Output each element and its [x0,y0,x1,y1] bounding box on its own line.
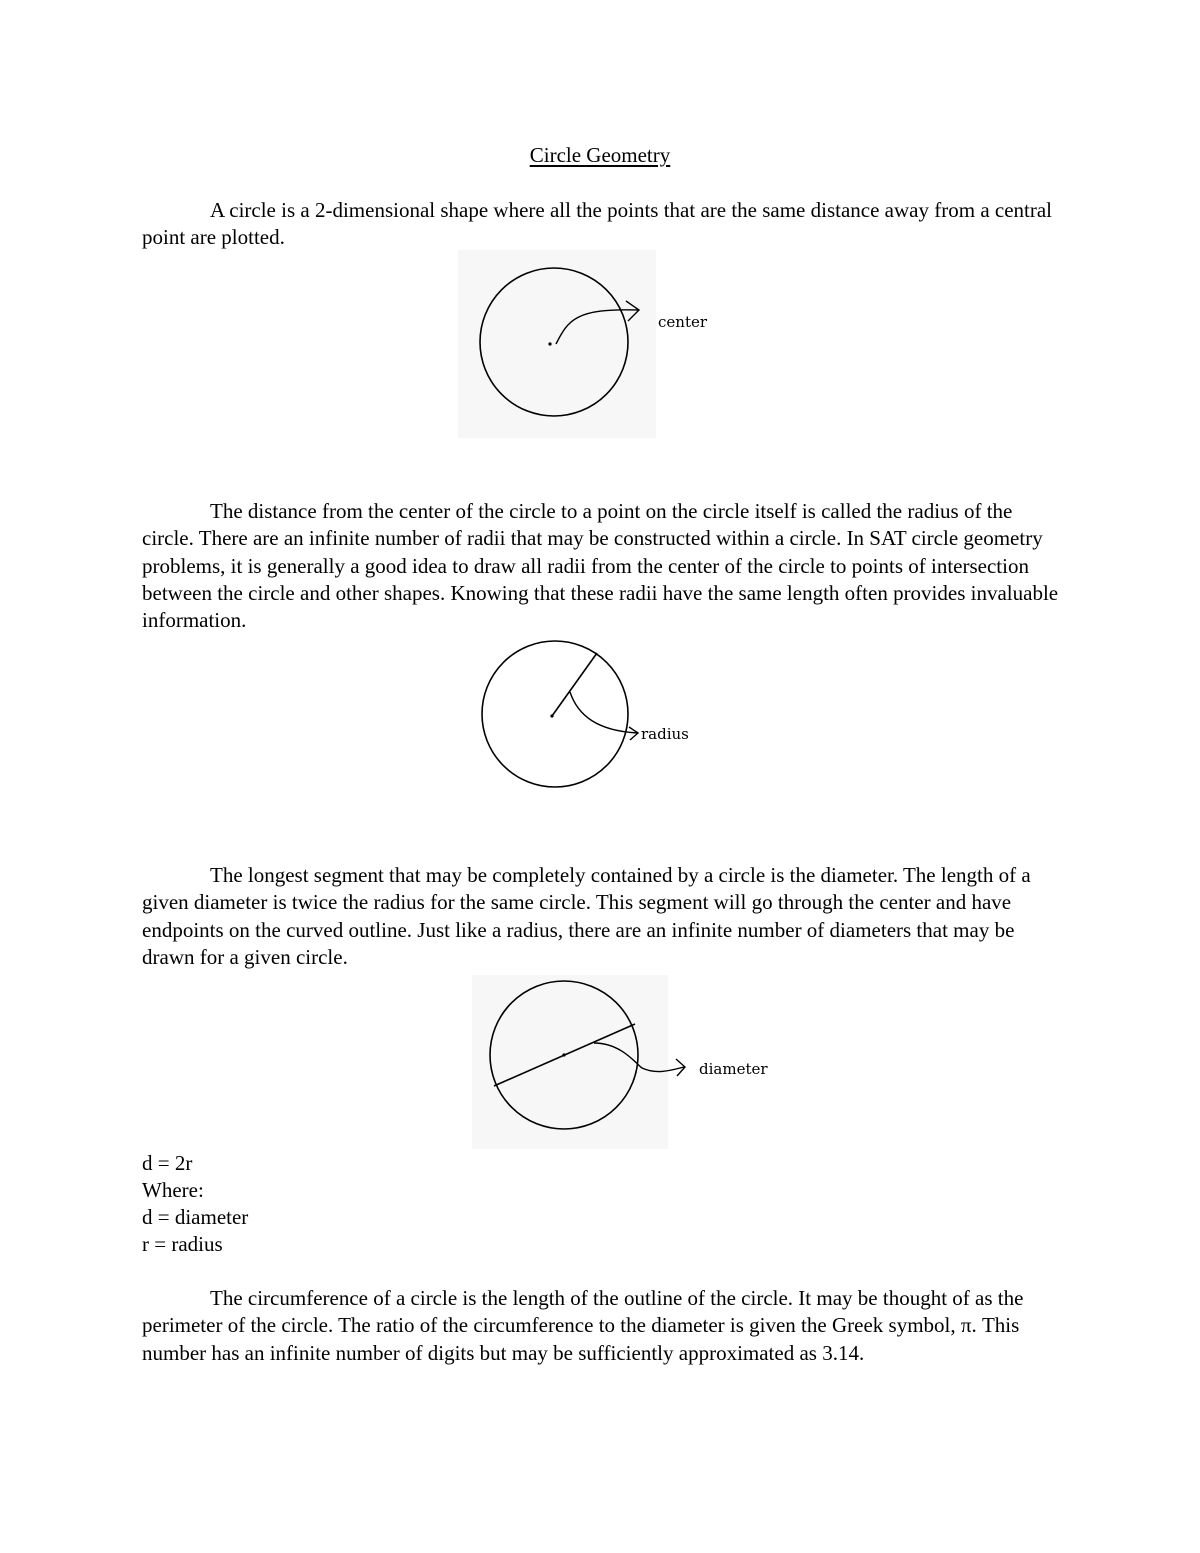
paragraph-intro: A circle is a 2-dimensional shape where all the points that are the same distance away from a central point are plotted. [142,198,1053,250]
formula-where: Where: [142,1178,204,1202]
figure-diameter [472,975,792,1150]
radius-segment [552,653,597,716]
figure-center [458,250,758,440]
center-label: center [658,313,708,331]
circle-shape [482,641,628,787]
diameter-label: diameter [699,1060,768,1078]
paragraph-circumference: The circumference of a circle is the length of the outline of the circle. It may be thought of as the perimeter of the circle. The ratio of the circumference to the diameter is given the Greek symbol, π. This number has an infinite number of digits but may be sufficiently approximated as 3.14. [142,1286,1024,1365]
formula-r-definition: r = radius [142,1232,223,1256]
page-title: Circle Geometry [529,143,671,167]
formula-equation: d = 2r [142,1151,193,1175]
paragraph-radius: The distance from the center of the circle to a point on the circle itself is called the radius of the circle. There are an infinite number of radii that may be constructed within a circle. In SAT circle geometry problems, it is generally a good idea to draw all radii from the center of the circle to points of intersection between the circle and other shapes. Knowing that these radii have the same length often provides invaluable information. [142,499,1059,633]
paragraph-diameter: The longest segment that may be completely contained by a circle is the diameter. The length of a given diameter is twice the radius for the same circle. This segment will go through the center and have endpoints on the curved outline. Just like a radius, there are an infinite number of diameters that may be drawn for a given circle. [142,863,1031,969]
center-point [550,714,553,717]
center-point [562,1053,565,1056]
radius-label: radius [641,725,689,743]
figure-radius [458,636,758,791]
center-point [548,342,551,345]
formula-d-definition: d = diameter [142,1205,249,1229]
